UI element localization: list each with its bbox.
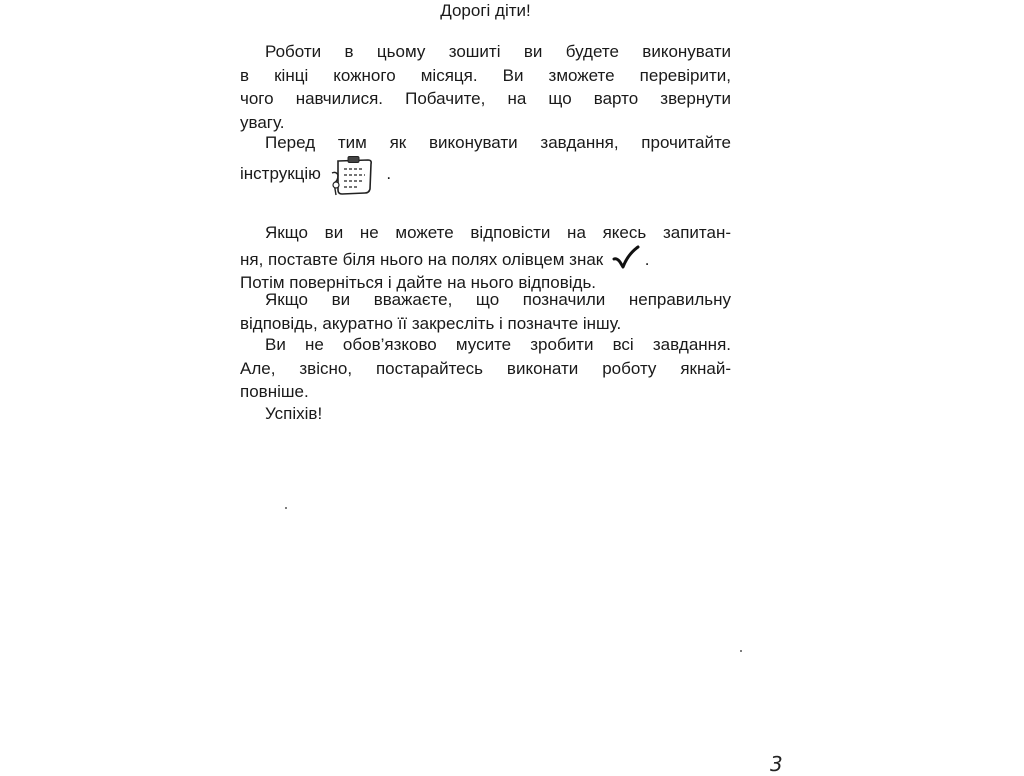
paragraph-line-text: інструкцію [240,163,321,183]
paragraph-line: Роботи в цьому зошиті ви будете виконувати [265,42,731,61]
paragraph-line: повніше. [240,382,309,401]
paragraph-line: Але, звісно, постарайтесь виконати роботу якнай- [240,358,731,378]
checkmark-icon [612,245,640,271]
page-title: Дорогі діти! [440,1,531,20]
paragraph-instruction [240,131,731,197]
instruction-note-icon [328,155,380,197]
paragraph-line-with-icon [240,155,731,197]
paragraph-line: Потім поверніться і дайте на нього відповідь. [240,273,597,292]
paragraph-unknown-answer [240,221,731,295]
paragraph-line-with-icon [240,245,731,272]
paragraph-line: Якщо ви вважаєте, що позначили неправильну [265,290,731,309]
paragraph-line: відповідь, акуратно її закресліть і позначте іншу. [240,313,622,333]
paragraph-line: увагу. [240,112,285,132]
scan-speck [285,507,287,509]
paragraph-line-end: . [644,249,650,269]
closing-text: Успіхів! [265,404,323,423]
paragraph-line: чого навчилися. Побачите, на що варто звернути [240,89,731,108]
page-number: 3 [770,752,783,776]
paragraph-line-end: . [386,163,392,183]
paragraph-line-text: ня, поставте біля нього на полях олівцем знак [240,249,604,269]
paragraph-line: Ви не обов’язково мусите зробити всі завдання. [265,335,731,354]
paragraph-line: Якщо ви не можете відповісти на якесь запитан- [265,223,731,242]
closing-wish [240,402,731,426]
paragraph-line: Перед тим як виконувати завдання, прочитайте [265,133,731,152]
paragraph-intro [240,40,731,134]
paragraph-all-tasks [240,333,731,404]
paragraph-wrong-answer [240,288,731,335]
paragraph-line: в кінці кожного місяця. Ви зможете перевірити, [240,65,731,85]
scan-speck [740,650,742,652]
